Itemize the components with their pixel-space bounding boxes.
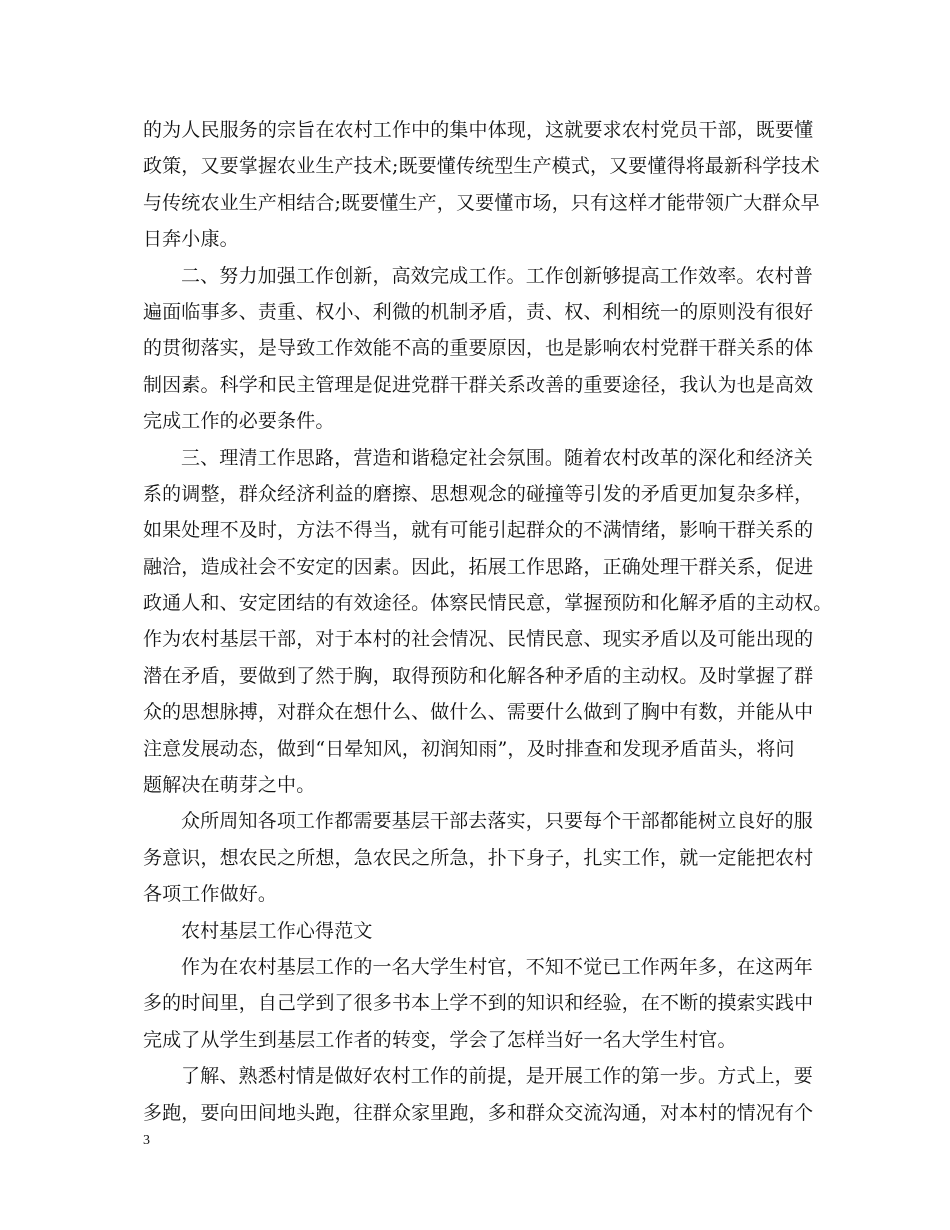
text-line: 融洽，造成社会不安定的因素。因此，拓展工作思路，正确处理干群关系，促进 bbox=[143, 555, 814, 578]
text-line: 制因素。科学和民主管理是促进党群干群关系改善的重要途径，我认为也是高效 bbox=[143, 373, 814, 396]
text-line: 二、努力加强工作创新，高效完成工作。工作创新够提高工作效率。农村普 bbox=[181, 264, 813, 287]
text-line: 农村基层工作心得范文 bbox=[181, 919, 373, 942]
text-line: 作为在农村基层工作的一名大学生村官，不知不觉已工作两年多，在这两年 bbox=[181, 955, 813, 978]
text-line: 如果处理不及时，方法不得当，就有可能引起群众的不满情绪，影响干群关系的 bbox=[143, 519, 814, 542]
text-line: 多跑，要向田间地头跑，往群众家里跑，多和群众交流沟通，对本村的情况有个 bbox=[143, 1101, 814, 1124]
text-line: 政策，又要掌握农业生产技术;既要懂传统型生产模式，又要懂得将最新科学技术 bbox=[143, 155, 820, 178]
text-line: 日奔小康。 bbox=[143, 228, 239, 251]
text-line: 作为农村基层干部，对于本村的社会情况、民情民意、现实矛盾以及可能出现的 bbox=[143, 628, 814, 651]
body-text bbox=[143, 112, 833, 1131]
text-line: 各项工作做好。 bbox=[143, 883, 278, 906]
text-line: 务意识，想农民之所想，急农民之所急，扑下身子，扎实工作，就一定能把农村 bbox=[143, 846, 814, 869]
page-number: 3 bbox=[143, 1133, 150, 1148]
text-line: 与传统农业生产相结合;既要懂生产，又要懂市场，只有这样才能带领广大群众早 bbox=[143, 191, 820, 214]
text-line: 的贯彻落实，是导致工作效能不高的重要原因，也是影响农村党群干群关系的体 bbox=[143, 337, 814, 360]
text-line: 遍面临事多、责重、权小、利微的机制矛盾，责、权、利相统一的原则没有很好 bbox=[143, 300, 814, 323]
text-line: 题解决在萌芽之中。 bbox=[143, 774, 316, 797]
text-line: 注意发展动态，做到“日晕知风，初润知雨”，及时排查和发现矛盾苗头，将问 bbox=[143, 737, 795, 760]
text-line: 潜在矛盾，要做到了然于胸，取得预防和化解各种矛盾的主动权。及时掌握了群 bbox=[143, 664, 814, 687]
text-line: 系的调整，群众经济利益的磨擦、思想观念的碰撞等引发的矛盾更加复杂多样， bbox=[143, 482, 814, 505]
text-line: 众所周知各项工作都需要基层干部去落实，只要每个干部都能树立良好的服 bbox=[181, 810, 813, 833]
text-line: 政通人和、安定团结的有效途径。体察民情民意，掌握预防和化解矛盾的主动权。 bbox=[143, 592, 833, 615]
text-line: 的为人民服务的宗旨在农村工作中的集中体现，这就要求农村党员干部，既要懂 bbox=[143, 119, 814, 141]
text-line: 完成了从学生到基层工作者的转变，学会了怎样当好一名大学生村官。 bbox=[143, 1028, 737, 1051]
text-line: 完成工作的必要条件。 bbox=[143, 410, 335, 433]
text-line: 众的思想脉搏，对群众在想什么、做什么、需要什么做到了胸中有数，并能从中 bbox=[143, 701, 814, 724]
text-line: 三、理清工作思路，营造和谐稳定社会氛围。随着农村改革的深化和经济关 bbox=[181, 446, 813, 469]
text-line: 了解、熟悉村情是做好农村工作的前提，是开展工作的第一步。方式上，要 bbox=[181, 1065, 813, 1088]
text-line: 多的时间里，自己学到了很多书本上学不到的知识和经验，在不断的摸索实践中 bbox=[143, 992, 814, 1015]
